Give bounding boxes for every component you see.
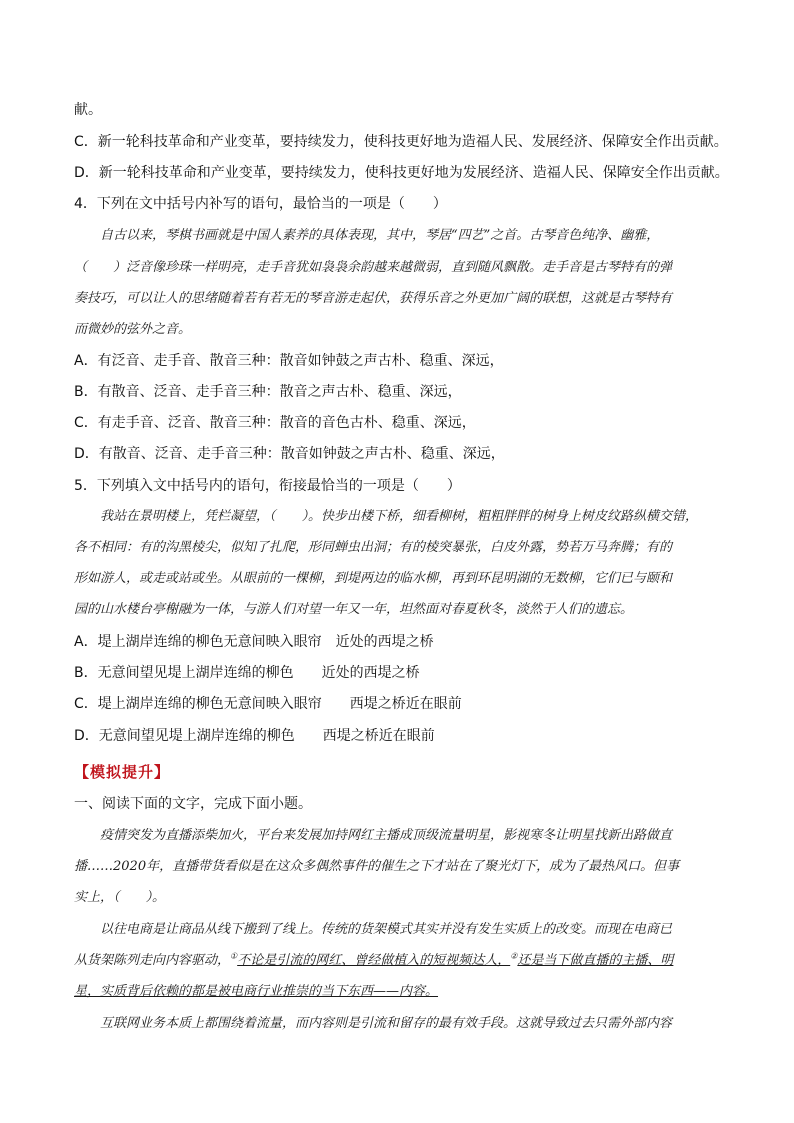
option-b-q5-part-1: B．无意间望见堤上湖岸连绵的柳色 bbox=[74, 665, 294, 681]
marker-2: ② bbox=[510, 951, 518, 961]
passage-1-line-4: 而微妙的弦外之音。 bbox=[74, 322, 192, 337]
passage-4-line-1: 以往电商是让商品从线下搬到了线上。传统的货架模式其实并没有发生实质上的改变。而现在电商已 bbox=[100, 922, 673, 937]
option-a-q5 bbox=[74, 632, 724, 652]
passage-5-line-1: 互联网业务本质上都围绕着流量，而内容则是引流和留存的最有效手段。这就导致过去只需外部内容 bbox=[100, 1016, 673, 1031]
option-b-q4: B．有散音、泛音、走手音三种：散音之声古朴、稳重、深远， bbox=[74, 384, 462, 400]
passage-4-line-2-start: 从货架陈列走向内容驱动， bbox=[74, 953, 231, 968]
text-line: 献。 bbox=[74, 102, 102, 118]
question-4: 4．下列在文中括号内补写的语句，最恰当的一项是（ ） bbox=[74, 196, 447, 212]
passage-3-line-1: 疫情突发为直播添柴加火，平台来发展加持网红主播成顶级流量明星，影视寒冬让明星找新出路做直 bbox=[100, 828, 673, 843]
passage-3-line-3: 实上，（ ）。 bbox=[74, 890, 166, 905]
passage-1-line-3: 奏技巧，可以让人的思绪随着若有若无的琴音游走起伏，获得乐音之外更加广阔的联想，这就是古琴特有 bbox=[74, 291, 673, 306]
option-d-q5-part-2: 西堤之桥近在眼前 bbox=[322, 728, 435, 744]
option-c-q3: C．新一轮科技革命和产业变革，要持续发力，使科技更好地为造福人民、发展经济、保障安全作出贡献。 bbox=[74, 134, 728, 150]
reading-instruction: 一、阅读下面的文字，完成下面小题。 bbox=[74, 796, 312, 812]
option-c-q5-part-1: C．堤上湖岸连绵的柳色无意间映入眼帘 bbox=[74, 696, 322, 712]
option-d-q5-part-1: D．无意间望见堤上湖岸连绵的柳色 bbox=[74, 728, 295, 744]
passage-4-line-2 bbox=[74, 951, 722, 971]
passage-2-line-4: 园的山水楼台亭榭融为一体，与游人们对望一年又一年，坦然面对春夏秋冬，淡然于人们的遗忘。 bbox=[74, 602, 634, 617]
option-d-q4: D．有散音、泛音、走手音三种：散音如钟鼓之声古朴、稳重、深远， bbox=[74, 446, 505, 462]
marker-1: ① bbox=[230, 951, 238, 961]
passage-4-line-3 bbox=[74, 982, 722, 1002]
underlined-sentence-2-start: 还是当下做直播的主播、明 bbox=[517, 953, 674, 968]
question-5: 5．下列填入文中括号内的语句，衔接最恰当的一项是（ ） bbox=[74, 478, 461, 494]
passage-2-line-3: 形如游人，或走或站或坐。从眼前的一棵柳，到堤两边的临水柳，再到环昆明湖的无数柳，它们已与颐和 bbox=[74, 571, 673, 586]
option-d-q3: D．新一轮科技革命和产业变革，要持续发力，使科技更好地为发展经济、造福人民、保障安全作出贡献。 bbox=[74, 165, 729, 181]
option-a-q4: A．有泛音、走手音、散音三种：散音如钟鼓之声古朴、稳重、深远， bbox=[74, 353, 504, 369]
section-heading: 【模拟提升】 bbox=[74, 763, 171, 781]
underlined-sentence-1: 不论是引流的网红、曾经做植入的短视频达人， bbox=[237, 953, 511, 968]
passage-2-line-1: 我站在景明楼上，凭栏凝望，（ ）。快步出楼下桥，细看柳树，粗粗胖胖的树身上树皮纹路纵横交错， bbox=[100, 509, 699, 524]
passage-1-line-1: 自古以来，琴棋书画就是中国人素养的具体表现，其中，琴居“四艺”之首。古琴音色纯净、幽雅， bbox=[100, 228, 660, 243]
option-b-q5 bbox=[74, 663, 724, 683]
option-c-q5 bbox=[74, 694, 724, 714]
option-a-q5-part-2: 近处的西堤之桥 bbox=[335, 634, 434, 650]
option-c-q5-part-2: 西堤之桥近在眼前 bbox=[349, 696, 462, 712]
option-d-q5 bbox=[74, 726, 724, 746]
passage-3-line-2: 播……2020年，直播带货看似是在这众多偶然事件的催生之下才站在了聚光灯下，成为了最热风口。但事 bbox=[74, 859, 680, 874]
underlined-sentence-2-end: 星，实质背后依赖的都是被电商行业推崇的当下东西——内容。 bbox=[74, 984, 439, 999]
option-c-q4: C．有走手音、泛音、散音三种：散音的音色古朴、稳重、深远， bbox=[74, 415, 476, 431]
passage-1-line-2: （ ）泛音像珍珠一样明亮，走手音犹如袅袅余韵越来越微弱，直到随风飘散。走手音是古琴特有的弹 bbox=[74, 260, 673, 275]
option-b-q5-part-2: 近处的西堤之桥 bbox=[321, 665, 420, 681]
option-a-q5-part-1: A．堤上湖岸连绵的柳色无意间映入眼帘 bbox=[74, 634, 322, 650]
passage-2-line-2: 各不相同：有的沟黑棱尖，似知了扎爬，形同蝉虫出洞；有的棱突暴张，白皮外露，势若万马奔腾；有的 bbox=[74, 540, 673, 555]
